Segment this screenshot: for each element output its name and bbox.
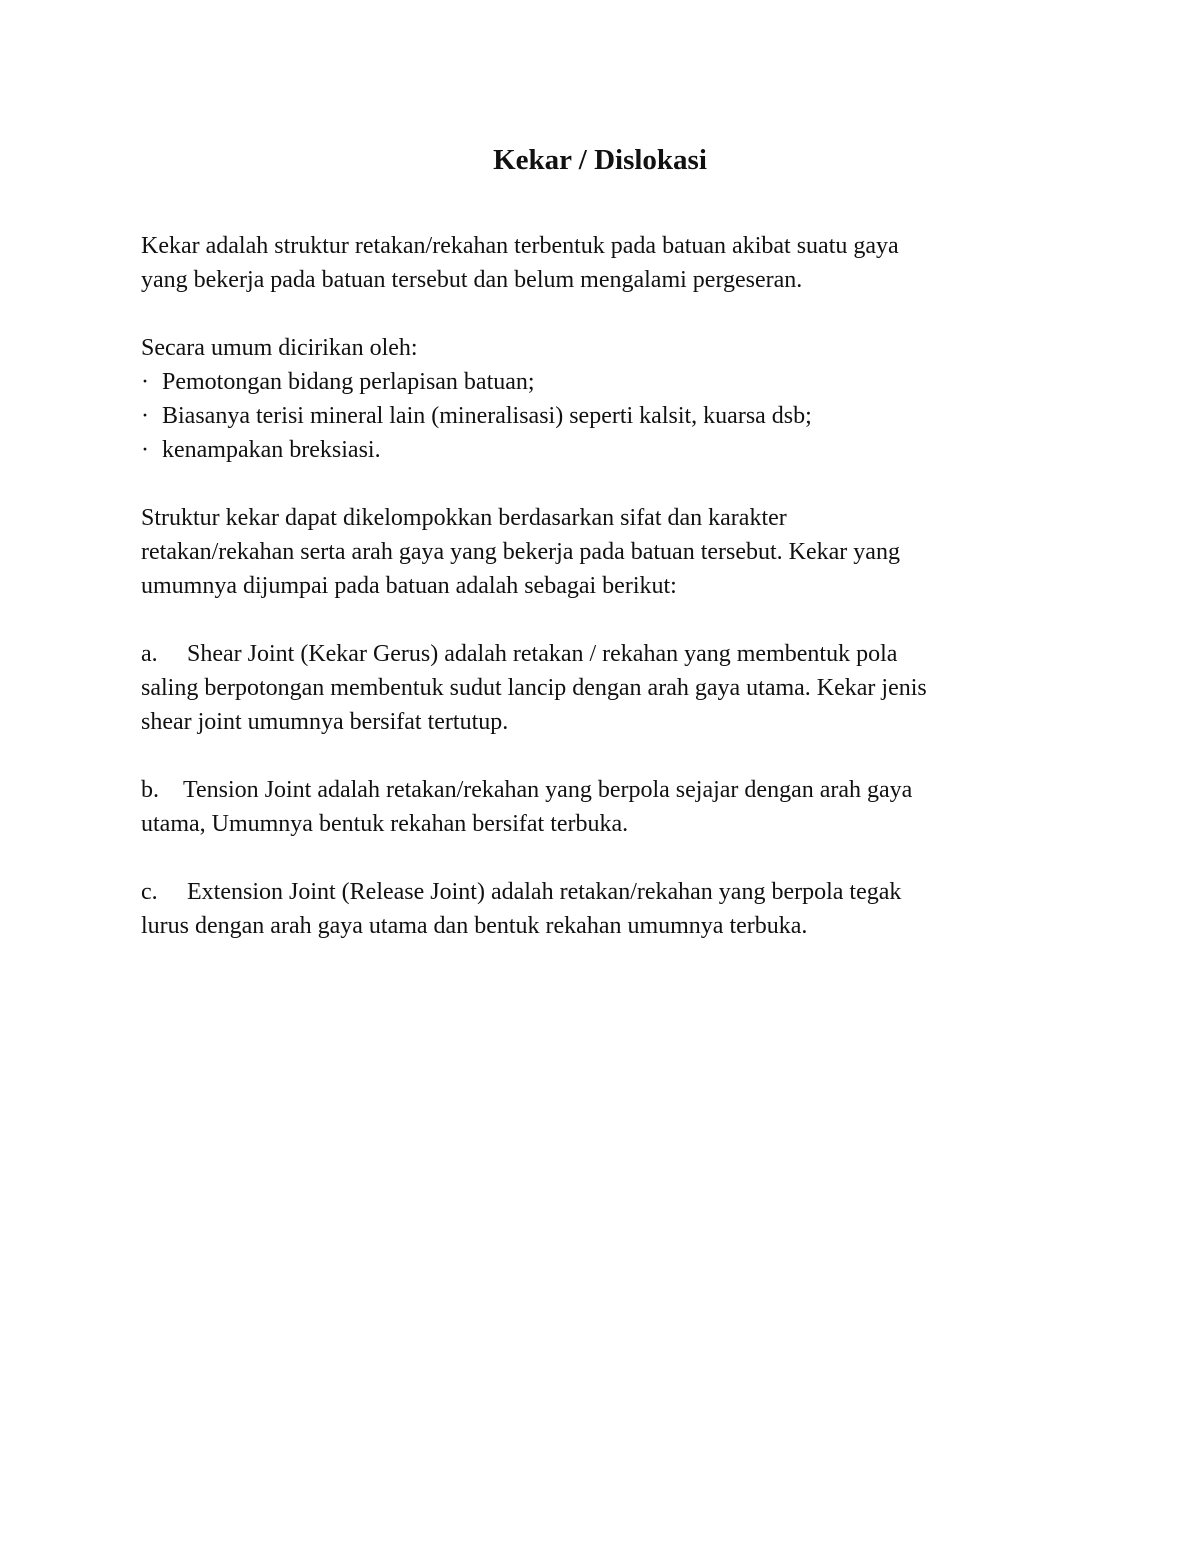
classification-line: umumnya dijumpai pada batuan adalah sebagai berikut:: [141, 573, 677, 599]
list-marker: a.: [141, 641, 158, 667]
classification-line: retakan/rekahan serta arah gaya yang bekerja pada batuan tersebut. Kekar yang: [141, 539, 900, 565]
type-line: saling berpotongan membentuk sudut lancip dengan arah gaya utama. Kekar jenis: [141, 675, 927, 701]
document-body: [141, 229, 1061, 977]
list-marker: c.: [141, 879, 158, 905]
type-text: Extension Joint (Release Joint) adalah retakan/rekahan yang berpola tegak: [187, 879, 902, 905]
type-text: Tension Joint adalah retakan/rekahan yang berpola sejajar dengan arah gaya: [183, 777, 913, 803]
type-item-shear-joint: [141, 637, 1061, 739]
type-line: utama, Umumnya bentuk rekahan bersifat terbuka.: [141, 811, 629, 837]
document-title: Kekar / Dislokasi: [493, 144, 707, 176]
intro-line: Kekar adalah struktur retakan/rekahan terbentuk pada batuan akibat suatu gaya: [141, 233, 899, 259]
intro-paragraph: [141, 229, 1061, 297]
bullet-item: [141, 433, 1061, 467]
type-line: [141, 637, 1061, 671]
bullet-item: [141, 365, 1061, 399]
type-line: shear joint umumnya bersifat tertutup.: [141, 709, 509, 735]
bullet-glyph: ·: [141, 403, 149, 429]
bullet-text: Biasanya terisi mineral lain (mineralisasi) seperti kalsit, kuarsa dsb;: [162, 403, 812, 429]
type-text: Shear Joint (Kekar Gerus) adalah retakan / rekahan yang membentuk pola: [187, 641, 898, 667]
characteristics-section: [141, 331, 1061, 467]
bullet-text: kenampakan breksiasi.: [162, 437, 381, 463]
classification-paragraph: [141, 501, 1061, 603]
type-item-tension-joint: [141, 773, 1061, 841]
bullet-glyph: ·: [141, 369, 149, 395]
type-line: [141, 875, 1061, 909]
intro-line: yang bekerja pada batuan tersebut dan belum mengalami pergeseran.: [141, 267, 803, 293]
type-line: lurus dengan arah gaya utama dan bentuk rekahan umumnya terbuka.: [141, 913, 808, 939]
characteristics-heading: Secara umum dicirikan oleh:: [141, 335, 418, 361]
list-marker: b.: [141, 777, 159, 803]
classification-line: Struktur kekar dapat dikelompokkan berdasarkan sifat dan karakter: [141, 505, 787, 531]
bullet-text: Pemotongan bidang perlapisan batuan;: [162, 369, 535, 395]
bullet-item: [141, 399, 1061, 433]
type-item-extension-joint: [141, 875, 1061, 943]
bullet-glyph: ·: [141, 437, 149, 463]
type-line: [141, 773, 1061, 807]
